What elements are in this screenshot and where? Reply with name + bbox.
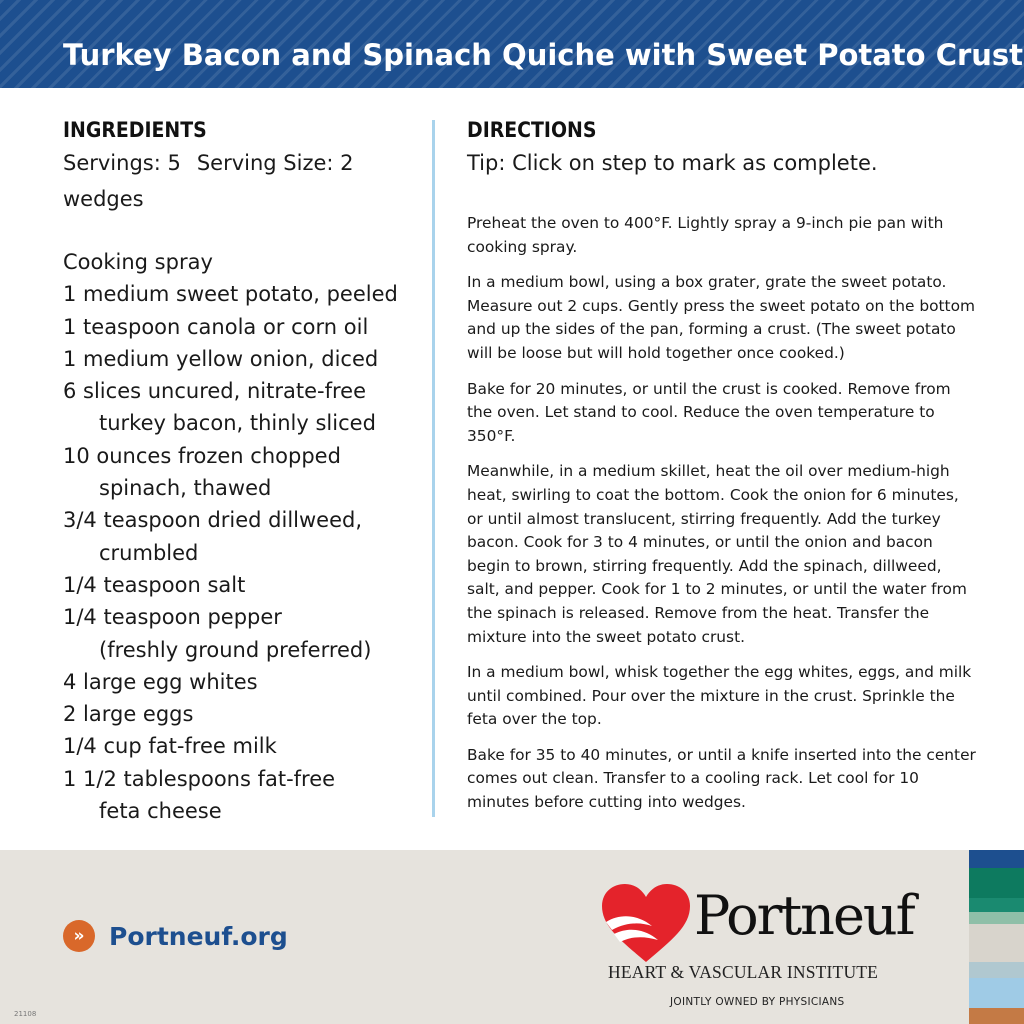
page-title: Turkey Bacon and Spinach Quiche with Sweet Potato Crust	[63, 38, 1024, 72]
column-divider	[432, 120, 435, 817]
double-chevron-right-icon: »	[63, 920, 95, 952]
ingredient-item	[63, 504, 435, 569]
directions-tip: Tip: Click on step to mark as complete.	[467, 151, 878, 175]
ingredient-text: 1 teaspoon canola or corn oil	[63, 314, 369, 339]
direction-step[interactable]: Preheat the oven to 400°F. Lightly spray a 9-inch pie pan with cooking spray.	[467, 214, 944, 256]
ingredient-text: 2 large eggs	[63, 702, 194, 727]
ingredient-item	[63, 763, 435, 828]
ingredient-text: 1 medium yellow onion, diced	[63, 346, 379, 371]
ingredient-item	[63, 569, 435, 601]
ingredient-item	[63, 343, 435, 375]
ingredients-heading: INGREDIENTS	[63, 118, 207, 142]
direction-step[interactable]: Bake for 20 minutes, or until the crust is cooked. Remove from the oven. Let stand to cool. Reduce the oven temperature to 350°F.	[467, 379, 951, 445]
brand-ownership: JOINTLY OWNED BY PHYSICIANS	[670, 996, 845, 1008]
color-stripe	[969, 850, 1024, 868]
ingredient-text: 1 medium sweet potato, peeled	[63, 282, 398, 307]
direction-step[interactable]: Meanwhile, in a medium skillet, heat the oil over medium-high heat, swirling to coat the bottom. Cook the onion for 6 minutes, or until almost translucent, stirring frequently. Add the turkey bacon. Cook for 3 to 4 minutes, or until the onion and bacon begin to brown, stirring frequently. Add the spinach, dillweed, salt, and pepper. Cook for 1 to 2 minutes, or until the water from the spinach is released. Remove from the heat. Transfer the mixture into the sweet potato crust.	[467, 462, 967, 646]
ingredient-item	[63, 375, 435, 440]
ingredient-item	[63, 440, 435, 505]
ingredient-item	[63, 666, 435, 698]
directions-list	[467, 212, 977, 815]
ingredient-text-continued: turkey bacon, thinly sliced	[99, 411, 376, 436]
ingredient-text: 3/4 teaspoon dried dillweed,	[63, 508, 363, 533]
color-stripe	[969, 924, 1024, 962]
ingredient-item	[63, 730, 435, 762]
ingredient-text: 1/4 teaspoon pepper	[63, 605, 282, 630]
document-code: 21108	[14, 1010, 37, 1018]
ingredient-text: 4 large egg whites	[63, 669, 258, 694]
ingredient-item	[63, 246, 435, 278]
color-stripe	[969, 1008, 1024, 1024]
ingredient-text: 10 ounces frozen chopped	[63, 443, 341, 468]
ingredient-text: 1/4 cup fat-free milk	[63, 734, 277, 759]
direction-step[interactable]: In a medium bowl, using a box grater, grate the sweet potato. Measure out 2 cups. Gently press the sweet potato on the bottom and up the sides of the pan, forming a crust. (The sweet potato will be loose but will hold together once cooked.)	[467, 273, 975, 362]
ingredients-section	[63, 117, 435, 827]
portneuf-logo	[600, 882, 914, 1022]
ingredient-text: 1/4 teaspoon salt	[63, 572, 246, 597]
ingredients-list	[63, 246, 435, 827]
brand-subtitle: HEART & VASCULAR INSTITUTE	[608, 962, 879, 982]
footer	[0, 850, 1024, 1024]
ingredient-text-continued: spinach, thawed	[99, 476, 272, 501]
ingredient-text-continued: crumbled	[99, 540, 199, 565]
serving-size: Serving Size: 2 wedges	[63, 151, 354, 211]
ingredient-text-continued: feta cheese	[99, 799, 222, 824]
color-stripe	[969, 898, 1024, 912]
header-banner	[0, 0, 1024, 88]
direction-step[interactable]: Bake for 35 to 40 minutes, or until a knife inserted into the center comes out clean. Transfer to a cooling rack. Let cool for 10 minutes before cutting into wedges.	[467, 745, 976, 812]
brand-name: Portneuf	[694, 884, 914, 947]
directions-section	[467, 117, 977, 827]
ingredient-item	[63, 698, 435, 730]
color-stripe	[969, 912, 1024, 924]
ingredient-text: Cooking spray	[63, 250, 213, 274]
color-stripe	[969, 978, 1024, 1008]
servings-count: Servings: 5	[63, 151, 181, 175]
ingredient-item	[63, 311, 435, 343]
color-stripe	[969, 868, 1024, 898]
servings-info	[63, 145, 435, 217]
ingredient-text: 6 slices uncured, nitrate-free	[63, 379, 366, 404]
website-link-row[interactable]	[63, 920, 288, 952]
ingredient-item	[63, 278, 435, 310]
color-stripes	[969, 850, 1024, 1024]
ingredient-text: 1 1/2 tablespoons fat-free	[63, 766, 336, 791]
direction-step[interactable]: In a medium bowl, whisk together the egg whites, eggs, and milk until combined. Pour over the mixture in the crust. Sprinkle the feta over the top.	[467, 663, 972, 729]
ingredient-text-continued: (freshly ground preferred)	[99, 637, 372, 662]
heart-icon	[600, 882, 692, 964]
ingredient-item	[63, 601, 435, 666]
color-stripe	[969, 962, 1024, 978]
directions-heading: DIRECTIONS	[467, 118, 597, 142]
website-link[interactable]: Portneuf.org	[109, 921, 288, 951]
